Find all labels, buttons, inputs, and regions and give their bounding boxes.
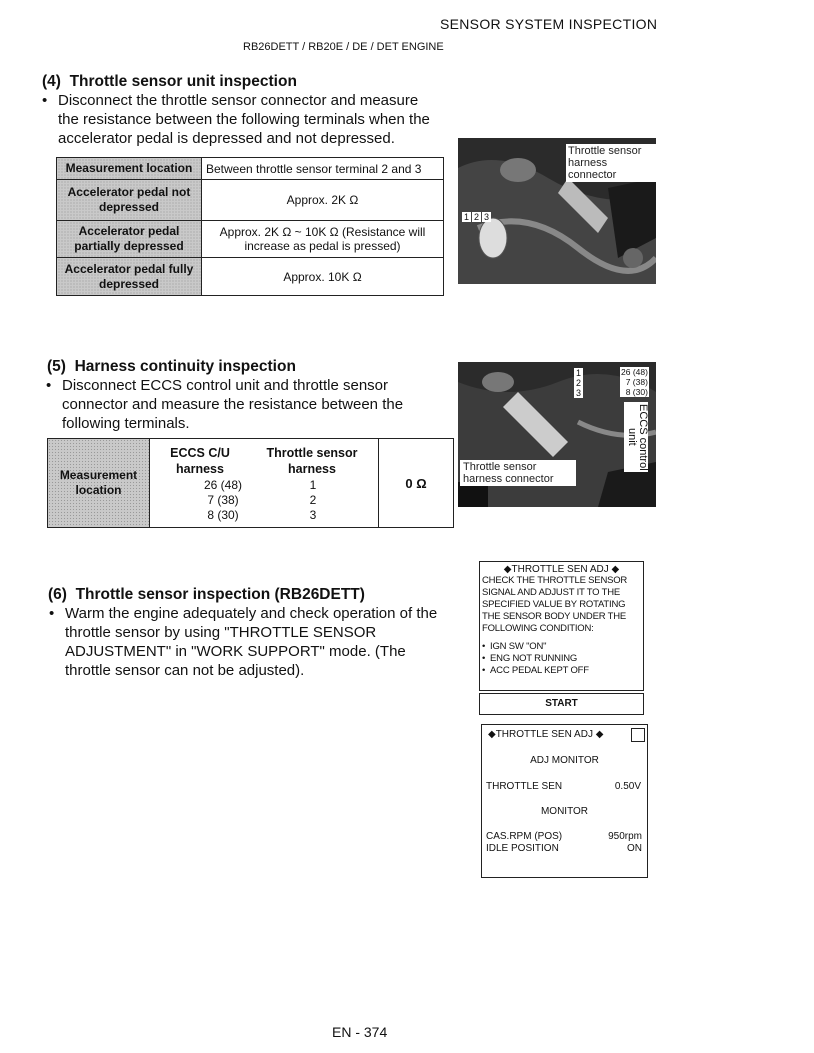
section6-description bbox=[49, 604, 455, 680]
table-value-cell: Approx. 10K Ω bbox=[202, 258, 444, 296]
list-item bbox=[482, 653, 641, 665]
text-line: the resistance between the following terminals when the bbox=[58, 111, 430, 128]
table-cell: 7 (38) bbox=[207, 493, 239, 507]
column-header: ECCS C/U harness bbox=[170, 446, 230, 476]
table-cell: 2 bbox=[309, 493, 317, 507]
section4-heading bbox=[42, 73, 297, 91]
section6-heading bbox=[48, 586, 365, 604]
monitor-labels bbox=[486, 831, 562, 855]
terminal-number: 3 bbox=[484, 212, 490, 222]
diamond-icon: ◆ bbox=[595, 729, 604, 740]
bullet-icon: • bbox=[482, 653, 486, 664]
throttle-connector-photo bbox=[458, 138, 656, 284]
page-header-subtitle: RB26DETT / RB20E / DE / DET ENGINE bbox=[243, 41, 444, 53]
terminal-number: 1 bbox=[464, 212, 470, 222]
throttle-adj-screen bbox=[479, 561, 644, 691]
throttle-monitor-screen bbox=[481, 724, 648, 878]
ecu-pin-column bbox=[178, 478, 268, 523]
eccs-side-label: ECCS control unit bbox=[626, 403, 649, 471]
section4-title: Throttle sensor unit inspection bbox=[69, 73, 297, 90]
list-item bbox=[482, 641, 641, 653]
text-line: connector and measure the resistance between the bbox=[62, 396, 404, 413]
condition-list bbox=[480, 635, 643, 677]
pin-labels bbox=[620, 367, 649, 397]
table-label-cell: Accelerator pedal not depressed bbox=[57, 180, 202, 221]
table-cell: 1 bbox=[309, 478, 317, 492]
section5-table bbox=[47, 438, 454, 528]
sensor-pin-column bbox=[278, 478, 348, 523]
table-value-cell: Between throttle sensor terminal 2 and 3 bbox=[202, 158, 444, 180]
table-cell: 8 (30) bbox=[207, 508, 239, 522]
throttle-sen-label: THROTTLE SEN bbox=[486, 781, 563, 792]
table-cell: 26 (48) bbox=[203, 478, 243, 492]
text-line: following terminals. bbox=[62, 415, 190, 432]
page-number: EN - 374 bbox=[332, 1024, 388, 1040]
table-row bbox=[57, 221, 444, 258]
monitor-values bbox=[608, 831, 642, 855]
pin-label: 8 (30) bbox=[625, 387, 648, 397]
table-row bbox=[57, 258, 444, 296]
monitor-heading: MONITOR bbox=[540, 806, 589, 817]
checkbox-icon[interactable] bbox=[631, 728, 645, 742]
pin-label: 7 (38) bbox=[625, 377, 648, 387]
section5-description bbox=[46, 376, 452, 433]
screen-line: SIGNAL AND ADJUST IT TO THE bbox=[482, 587, 621, 598]
section4-table bbox=[56, 157, 444, 296]
table-label-cell: Measurement location bbox=[48, 439, 150, 527]
text-line: Disconnect the throttle sensor connector and measure bbox=[58, 92, 419, 109]
terminal-number: 2 bbox=[576, 378, 582, 388]
terminal-number: 1 bbox=[576, 368, 582, 378]
section5-number: (5) bbox=[47, 358, 66, 375]
screen-line: CHECK THE THROTTLE SENSOR bbox=[482, 575, 628, 586]
monitor-item-value: ON bbox=[627, 843, 642, 854]
monitor-item-label: CAS.RPM (POS) bbox=[486, 831, 563, 842]
start-button[interactable]: START bbox=[479, 693, 644, 715]
pin-label: 26 (48) bbox=[621, 367, 648, 377]
condition-text: ACC PEDAL KEPT OFF bbox=[490, 665, 589, 676]
diamond-icon: ◆ bbox=[503, 564, 512, 575]
text-line: accelerator pedal is depressed and not depressed. bbox=[58, 130, 395, 147]
table-label-cell: Accelerator pedal fully depressed bbox=[57, 258, 202, 296]
section5-heading bbox=[47, 358, 296, 376]
text-line: throttle sensor by using "THROTTLE SENSOR bbox=[65, 624, 377, 641]
bullet-icon: • bbox=[46, 377, 52, 394]
table-row bbox=[57, 180, 444, 221]
screen-title-row bbox=[488, 729, 603, 740]
bullet-icon: • bbox=[49, 605, 55, 622]
screen-line: FOLLOWING CONDITION: bbox=[482, 623, 594, 634]
terminal-number: 3 bbox=[576, 388, 582, 398]
column-header: Throttle sensor harness bbox=[266, 446, 358, 476]
table-value-cell: Approx. 2K Ω bbox=[202, 180, 444, 221]
screen-line: SPECIFIED VALUE BY ROTATING bbox=[482, 599, 626, 610]
screen-title: THROTTLE SEN ADJ bbox=[511, 564, 609, 575]
text-line: ADJUSTMENT" in "WORK SUPPORT" mode. (The bbox=[65, 643, 406, 660]
section4-description bbox=[42, 91, 458, 148]
bullet-icon: • bbox=[42, 92, 48, 109]
section4-number: (4) bbox=[42, 73, 61, 90]
text-line: throttle sensor can not be adjusted). bbox=[65, 662, 305, 679]
screen-title-row bbox=[480, 564, 643, 575]
table-cell: 3 bbox=[309, 508, 317, 522]
photo-label: Throttle sensor harness connector bbox=[566, 144, 656, 182]
monitor-item-label: IDLE POSITION bbox=[486, 843, 559, 854]
eccs-connector-photo bbox=[458, 362, 656, 507]
condition-text: IGN SW "ON" bbox=[490, 641, 547, 652]
page-header-title: SENSOR SYSTEM INSPECTION bbox=[440, 16, 658, 32]
throttle-sen-value: 0.50V bbox=[614, 781, 641, 792]
monitor-item-value: 950rpm bbox=[608, 831, 642, 842]
condition-text: ENG NOT RUNNING bbox=[490, 653, 578, 664]
terminal-numbers bbox=[462, 212, 491, 222]
screen-title: THROTTLE SEN ADJ bbox=[495, 729, 593, 740]
table-row bbox=[57, 158, 444, 180]
section6-title: Throttle sensor inspection (RB26DETT) bbox=[75, 586, 365, 603]
bullet-icon: • bbox=[482, 641, 486, 652]
section5-title: Harness continuity inspection bbox=[74, 358, 296, 375]
text-line: Warm the engine adequately and check operation of the bbox=[65, 605, 438, 622]
screen-line: THE SENSOR BODY UNDER THE bbox=[482, 611, 627, 622]
bullet-icon: • bbox=[482, 665, 486, 676]
table-label-cell: Accelerator pedal partially depressed bbox=[57, 221, 202, 258]
diamond-icon: ◆ bbox=[488, 729, 496, 740]
diamond-icon: ◆ bbox=[611, 564, 620, 575]
result-cell: 0 Ω bbox=[378, 439, 453, 527]
section6-number: (6) bbox=[48, 586, 67, 603]
table-value-cell: Approx. 2K Ω ~ 10K Ω (Resistance will increase as pedal is pressed) bbox=[202, 221, 444, 258]
table-label-cell: Measurement location bbox=[57, 158, 202, 180]
photo-label: Throttle sensor harness connector bbox=[460, 460, 576, 486]
adj-monitor-heading: ADJ MONITOR bbox=[530, 755, 599, 766]
list-item bbox=[482, 665, 641, 677]
terminal-number: 2 bbox=[474, 212, 480, 222]
text-line: Disconnect ECCS control unit and throttle sensor bbox=[62, 377, 388, 394]
terminal-numbers bbox=[574, 368, 583, 398]
screen-instructions bbox=[480, 575, 643, 635]
